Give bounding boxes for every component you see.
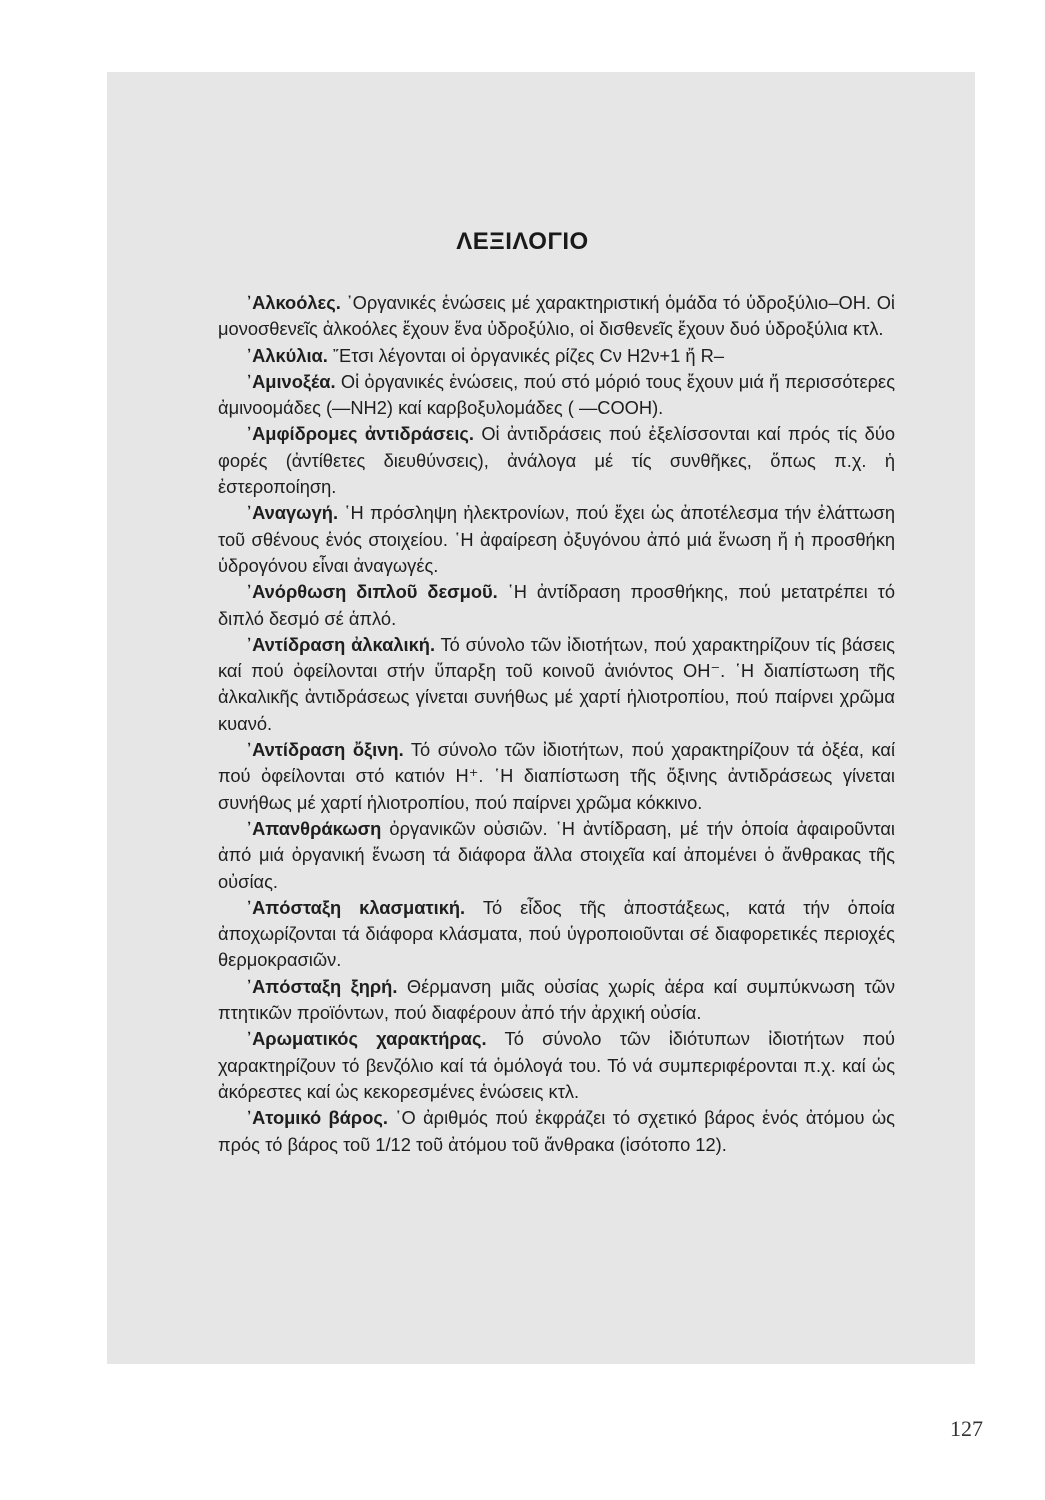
glossary-entry	[218, 737, 895, 816]
glossary-entry	[218, 895, 895, 974]
entry-term: ᾽Αντίδραση ἀλκαλική.	[246, 633, 436, 655]
page-number: 127	[950, 1416, 983, 1441]
entry-term: ᾽Αντίδραση ὄξινη.	[246, 739, 404, 761]
entry-definition: ᾽Οργανικές ἑνώσεις μέ χαρακτηριστική ὁμάδα τό ὑδροξύλιο–ΟΗ. Οἱ μονοσθενεῖς ἀλκοόλες ἔχουν ἕνα ὑδροξύλιο, οἱ δισθενεῖς ἔχουν δυό ὑδροξύλια κτλ.	[218, 292, 895, 340]
entry-definition: Τό σύνολο τῶν ἰδιοτήτων, πού χαρακτηρίζουν τίς βάσεις καί πού ὀφείλονται στήν ὕπαρξη τοῦ κοινοῦ ἀνιόντος OH⁻. ῾Η διαπίστωση τῆς ἀλκαλικῆς ἀντιδράσεως γίνεται συνήθως μέ χαρτί ἡλιοτροπίου, πού παίρνει χρῶμα κυανό.	[218, 633, 895, 734]
glossary-entry	[218, 369, 895, 422]
glossary-entry	[218, 421, 895, 500]
glossary-entry	[218, 1105, 895, 1158]
entry-term: ᾽Ανόρθωση διπλοῦ δεσμοῦ.	[246, 581, 498, 603]
glossary-entry	[218, 500, 895, 579]
entry-term: ᾽Απόσταξη ξηρή.	[246, 975, 398, 997]
entry-term: ᾽Αμινοξέα.	[246, 370, 336, 392]
entry-definition: Τό σύνολο τῶν ἰδιότυπων ἰδιοτήτων πού χαρακτηρίζουν τό βενζόλιο καί τά ὁμόλογά του. Τό νά συμπεριφέρονται π.χ. καί ὡς ἀκόρεστες καί ὡς κεκορεσμένες ἑνώσεις κτλ.	[218, 1028, 895, 1102]
entry-definition: Τό σύνολο τῶν ἰδιοτήτων, πού χαρακτηρίζουν τά ὀξέα, καί πού ὀφείλονται στό κατιόν H⁺. ῾Η διαπίστωση τῆς ὄξινης ἀντιδράσεως γίνεται συνήθως μέ χαρτί ἡλιοτροπίου, πού παίρνει χρῶμα κόκκινο.	[218, 739, 896, 813]
entry-definition: Θέρμανση μιᾶς οὐσίας χωρίς ἀέρα καί συμπύκνωση τῶν πτητικῶν προϊόντων, πού διαφέρουν ἀπό τήν ἀρχική οὐσία.	[218, 975, 895, 1024]
glossary-entry	[218, 343, 895, 369]
entry-definition: ῾Η πρόσληψη ἠλεκτρονίων, πού ἔχει ὡς ἀποτέλεσμα τήν ἐλάττωση τοῦ σθένους ἑνός στοιχείου. ῾Η ἀφαίρεση ὀξυγόνου ἀπό μιά ἕνωση ἤ ἡ προσθήκη ὑδρογόνου εἶναι ἀναγωγές.	[218, 502, 895, 576]
glossary-entry	[218, 974, 895, 1027]
glossary-entries	[218, 290, 895, 1158]
entry-definition: ῾Ο ἀριθμός πού ἐκφράζει τό σχετικό βάρος ἑνός ἀτόμου ὡς πρός τό βάρος τοῦ 1/12 τοῦ ἀτόμου τοῦ ἄνθρακα (ἰσότοπο 12).	[218, 1107, 895, 1155]
entry-term: ᾽Απόσταξη κλασματική.	[246, 896, 466, 918]
entry-term: ᾽Αλκοόλες.	[246, 292, 341, 313]
page-title: ΛΕΞΙΛΟΓΙΟ	[456, 228, 589, 255]
entry-definition: ῎Ετσι λέγονται οἱ ὀργανικές ρίζες Cν H2ν+1 ἤ R–	[327, 344, 725, 366]
entry-definition: Οἱ ἀντιδράσεις πού ἐξελίσσονται καί πρός τίς δύο φορές (ἀντίθετες διευθύνσεις), ἀνάλογα μέ τίς συνθῆκες, ὅπως π.χ. ἡ ἐστεροποίηση.	[218, 423, 895, 498]
glossary-entry	[218, 632, 895, 737]
entry-definition: ῾Η ἀντίδραση προσθήκης, πού μετατρέπει τό διπλό δεσμό σέ ἁπλό.	[218, 581, 895, 629]
entry-definition: Τό εἶδος τῆς ἀποστάξεως, κατά τήν ὁποία ἀποχωρίζονται τά διάφορα κλάσματα, πού ὑγροποιοῦνται σέ διαφορετικές περιοχές θερμοκρασιῶν.	[218, 896, 896, 971]
entry-term: ᾽Αλκύλια.	[246, 344, 328, 366]
entry-definition: ὀργανικῶν οὐσιῶν. ῾Η ἀντίδραση, μέ τήν ὁποία ἀφαιροῦνται ἀπό μιά ὀργανική ἕνωση τά διάφορα ἄλλα στοιχεῖα καί ἀπομένει ὁ ἄνθρακας τῆς οὐσίας.	[218, 817, 895, 892]
glossary-entry	[218, 816, 895, 895]
entry-term: ᾽Απανθράκωση	[246, 817, 382, 839]
entry-term: ᾽Αναγωγή.	[246, 502, 339, 524]
entry-term: ᾽Ατομικό βάρος.	[246, 1107, 388, 1129]
entry-term: ᾽Αμφίδρομες ἀντιδράσεις.	[246, 423, 475, 445]
entry-definition: Οἱ ὀργανικές ἑνώσεις, πού στό μόριό τους ἔχουν μιά ἤ περισσότερες ἀμινοομάδες (—NH2) καί καρβοξυλομάδες ( —COOH).	[218, 370, 895, 419]
glossary-entry	[218, 579, 895, 632]
glossary-entry	[218, 1026, 895, 1105]
entry-term: ᾽Αρωματικός χαρακτήρας.	[246, 1028, 487, 1050]
glossary-entry	[218, 290, 895, 343]
